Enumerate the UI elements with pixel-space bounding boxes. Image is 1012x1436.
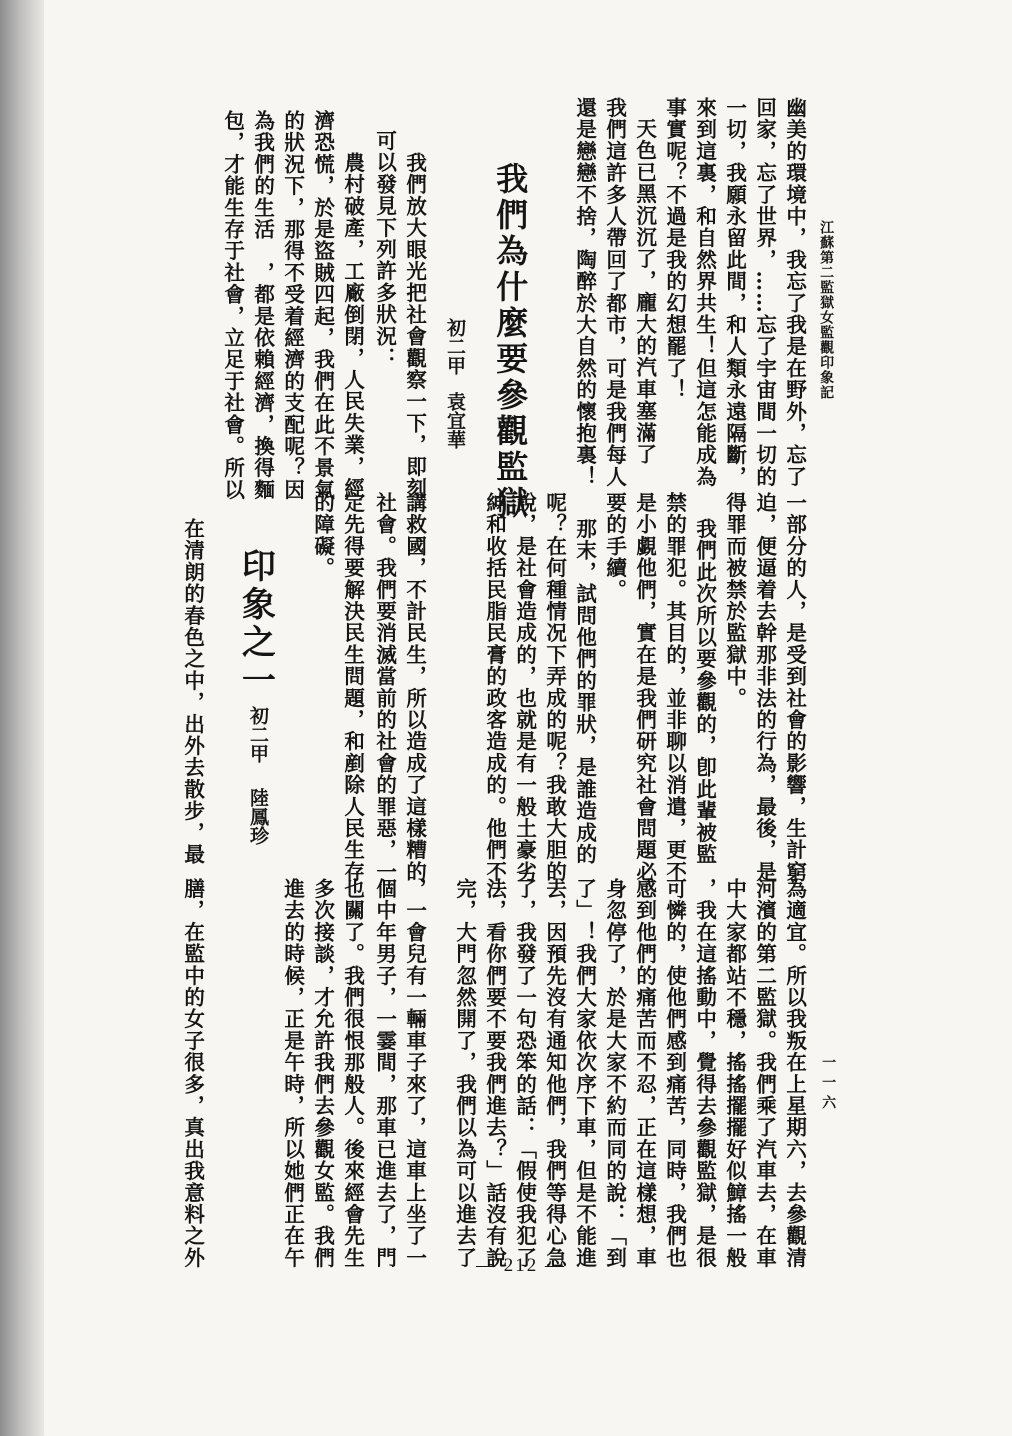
text-line: 來到這裏，和自然界共生！但這怎能成為 [692, 97, 717, 488]
text-line: 也關了。我們很恨那般人。後來經會先生 [340, 878, 365, 1269]
text-line: 農村破產，工廠倒閉，人民失業，經 [340, 152, 365, 500]
text-line: 還是戀戀不捨，陶醉於大自然的懷抱裏！ [572, 97, 597, 488]
text-line: 定先得要解決民生問題，和剷除人民生存 [340, 492, 365, 883]
text-line: 說，是社會造成的，也就是有一般土豪劣 [512, 492, 537, 883]
running-title: 江蘇第二監獄女監觀印象記 [818, 220, 835, 400]
text-line: 我們此次所以要參觀的，卽此輩被監 [692, 518, 717, 866]
text-line: 天色已黑沉沉了，龐大的汽車塞滿了 [632, 118, 657, 466]
text-line: 濟恐慌，於是盜賊四起，我們在此不景氣 [310, 110, 335, 501]
text-line: 的障礙。 [310, 492, 335, 579]
text-line: 回家，忘了世界，……忘了宇宙間一切的 [752, 97, 777, 488]
text-line: 紳和收括民脂民膏的政客造成的。他們不 [482, 492, 507, 883]
author-class: 初二甲 [247, 706, 269, 763]
text-line: ，一會兒有一輛車子來了，這車上坐了一 [402, 878, 427, 1269]
text-line: 那末，試問他們的罪狀，是誰造成的 [572, 518, 597, 866]
text-line: 是小覷他們，實在是我們研究社會問題必 [632, 492, 657, 883]
text-line: 去，因預先沒有通知他們，我們等得心急 [542, 878, 567, 1269]
text-line: 身忽停了，於是大家不約而同的說：「到 [602, 878, 627, 1269]
text-line: 進去的時候，正是午時，所以她們正在午 [280, 878, 305, 1269]
author-class: 初二甲 [444, 318, 466, 375]
text-line: 完，大門忽然開了，我們以為可以進去了 [452, 878, 477, 1269]
author-name: 陸鳳珍 [247, 788, 269, 845]
text-line: 多次接談，才允許我們去參觀女監。我們 [310, 878, 335, 1269]
text-line: 河濱的第二監獄。我們乘了汽車去，在車 [752, 878, 777, 1269]
author-name: 袁宜華 [444, 392, 466, 449]
text-line: 法，看你們要不要我們進去？」話沒有說 [482, 878, 507, 1269]
text-line: ，我在這搖動中，覺得去參觀監獄，是很 [692, 878, 717, 1269]
text-line: 一部分的人，是受到社會的影響，生計窮 [782, 492, 807, 883]
article-title: 我們為什麼要參觀監獄 [491, 162, 530, 522]
text-line: 事實呢？不過是我的幻想罷了！ [662, 97, 687, 401]
scan-binding-shadow [0, 0, 44, 1436]
text-line: 個中年男子，一霎間，那車已進去了，門 [372, 878, 397, 1269]
text-line: 膳，在監中的女子很多，真出我意料之外 [180, 878, 205, 1269]
text-line: 社會。我們要消滅當前的社會的罪惡，一 [372, 492, 397, 883]
text-line: 了，我發了一句恐笨的話：「假使我犯了 [512, 878, 537, 1269]
text-line: 中大家都站不穩，搖搖擺擺好似鱆搖一般 [722, 878, 747, 1269]
text-line: 要的手續。 [602, 492, 627, 601]
text-line: 幽美的環境中，我忘了我是在野外，忘了 [782, 97, 807, 488]
article-title: 印象之一 [235, 548, 276, 700]
text-line: 感到他們的痛苦而不忍，正在這樣想，車 [632, 878, 657, 1269]
text-line: 包，才能生存于社會，立足于社會。所以 [220, 110, 245, 501]
text-line: 講救國，不計民生，所以造成了這樣糟的 [402, 492, 427, 883]
text-line: 迫，便逼着去幹那非法的行為，最後，是 [752, 492, 777, 883]
text-line: 呢？在何種情况下弄成的呢？我敢大胆的 [542, 492, 567, 883]
page-number-chinese: 一一六 [820, 1055, 837, 1115]
text-line: 可以發見下列許多狀況： [372, 130, 397, 369]
text-line: 的狀況下，那得不受着經濟的支配呢？因 [280, 110, 305, 501]
text-line: 得罪而被禁於監獄中。 [722, 492, 747, 709]
text-line: 在清朗的春色之中，出外去散步，最 [180, 518, 205, 866]
text-line: 為適宜。所以我叛在上星期六，去參觀清 [782, 878, 807, 1269]
text-line: 我們這許多人帶回了都市，可是我們每人 [602, 97, 627, 488]
text-line: 一切，我願永留此間，和人類永遠隔斷， [722, 97, 747, 488]
text-line: 我們放大眼光把社會觀察一下，即刻 [402, 152, 427, 500]
page-number: — 212 — [476, 1255, 566, 1276]
text-line: 了」！我們大家依次序下車，但是不能進 [572, 878, 597, 1269]
text-line: 可憐的，使他們感到痛苦，同時，我們也 [662, 878, 687, 1269]
text-line: 禁的罪犯。其目的，並非聊以消遣，更不 [662, 492, 687, 883]
text-line: 為我們的生活 ，都是依賴經濟，換得麵 [250, 110, 275, 501]
